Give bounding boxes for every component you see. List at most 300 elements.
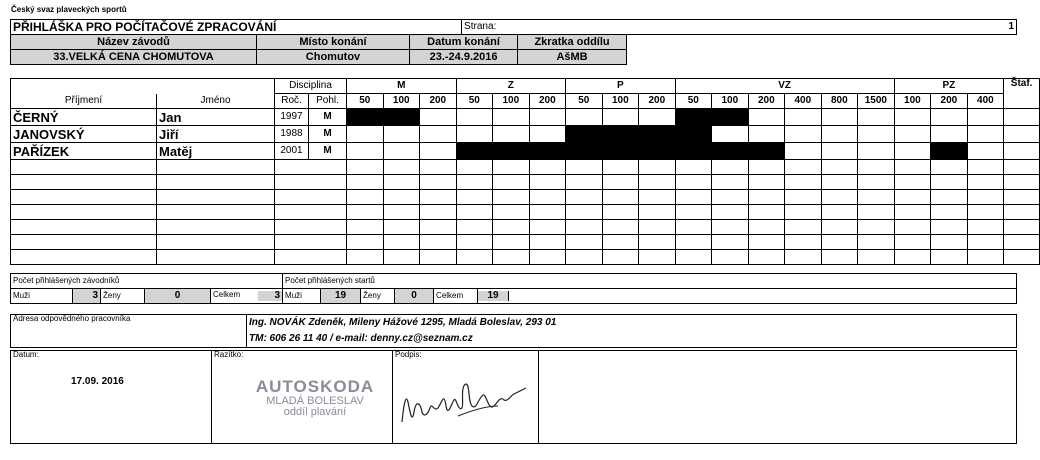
empty-entry-cell xyxy=(894,220,931,235)
empty-entry-cell xyxy=(493,175,530,190)
entry-cell-filled xyxy=(712,109,749,126)
empty-entry-cell xyxy=(1004,160,1040,175)
handwritten-signature xyxy=(398,372,533,437)
empty-entry-cell xyxy=(821,220,858,235)
empty-first-name-cell xyxy=(157,205,275,220)
empty-entry-cell xyxy=(821,175,858,190)
stamp-line-1: AUTOSKODA xyxy=(255,377,375,396)
empty-entry-cell xyxy=(493,250,530,265)
empty-entry-cell xyxy=(894,175,931,190)
entry-cell-empty xyxy=(383,126,420,143)
empty-entry-cell xyxy=(748,160,785,175)
empty-year-cell xyxy=(275,235,347,250)
swimmer-year: 1997 xyxy=(275,109,309,126)
entry-cell-empty xyxy=(566,109,603,126)
empty-entry-cell xyxy=(785,250,822,265)
empty-entry-cell xyxy=(931,190,968,205)
empty-entry-cell xyxy=(493,190,530,205)
empty-row xyxy=(11,235,1040,250)
empty-entry-cell xyxy=(931,250,968,265)
entry-cell-empty xyxy=(602,109,639,126)
empty-entry-cell xyxy=(639,190,676,205)
empty-year-cell xyxy=(275,220,347,235)
organization-name: Český svaz plaveckých sportů xyxy=(11,5,127,14)
starts-men-label: Muži xyxy=(283,289,321,304)
distance-header: 100 xyxy=(383,94,420,109)
entrants-men-count: 3 xyxy=(73,289,101,304)
empty-entry-cell xyxy=(383,190,420,205)
empty-entry-cell xyxy=(602,235,639,250)
empty-entry-cell xyxy=(566,190,603,205)
empty-entry-cell xyxy=(1004,220,1040,235)
stroke-header-z: Z xyxy=(456,79,566,94)
stroke-header-p: P xyxy=(566,79,676,94)
empty-entry-cell xyxy=(602,175,639,190)
empty-entry-cell xyxy=(383,160,420,175)
entry-cell-filled xyxy=(639,126,676,143)
empty-entry-cell xyxy=(712,250,749,265)
empty-entry-cell xyxy=(456,190,493,205)
entry-cell-empty xyxy=(821,126,858,143)
swimmer-row xyxy=(11,143,1040,160)
empty-entry-cell xyxy=(639,220,676,235)
empty-entry-cell xyxy=(858,175,895,190)
empty-entry-cell xyxy=(566,160,603,175)
entry-cell-empty xyxy=(858,109,895,126)
empty-entry-cell xyxy=(785,160,822,175)
empty-first-name-cell xyxy=(157,250,275,265)
stroke-header-vz: VZ xyxy=(675,79,894,94)
sex-header: Pohl. xyxy=(309,94,347,109)
entry-cell-empty xyxy=(456,109,493,126)
entry-cell-empty xyxy=(1004,109,1040,126)
empty-entry-cell xyxy=(456,205,493,220)
distance-header: 100 xyxy=(712,94,749,109)
entry-cell-empty xyxy=(931,126,968,143)
empty-first-name-cell xyxy=(157,190,275,205)
empty-entry-cell xyxy=(456,250,493,265)
empty-entry-cell xyxy=(493,205,530,220)
empty-entry-cell xyxy=(347,190,384,205)
entry-cell-empty xyxy=(493,109,530,126)
empty-entry-cell xyxy=(602,190,639,205)
empty-entry-cell xyxy=(347,205,384,220)
swimmer-sex: M xyxy=(309,143,347,160)
entrants-women-label: Ženy xyxy=(101,289,145,304)
empty-entry-cell xyxy=(493,220,530,235)
empty-entry-cell xyxy=(529,160,566,175)
empty-entry-cell xyxy=(894,160,931,175)
empty-entry-cell xyxy=(712,235,749,250)
venue-value: Chomutov xyxy=(257,50,410,65)
empty-entry-cell xyxy=(1004,235,1040,250)
distance-header: 1500 xyxy=(858,94,895,109)
empty-entry-cell xyxy=(529,220,566,235)
entry-cell-empty xyxy=(639,109,676,126)
entry-cell-filled xyxy=(675,143,712,160)
page-label: Strana: xyxy=(462,20,627,35)
entry-cell-empty xyxy=(967,126,1004,143)
empty-entry-cell xyxy=(639,250,676,265)
empty-entry-cell xyxy=(347,250,384,265)
entrants-count-label: Počet přihlášených závodníků xyxy=(11,274,283,289)
empty-entry-cell xyxy=(1004,250,1040,265)
contact-table xyxy=(10,314,1017,348)
empty-entry-cell xyxy=(529,190,566,205)
club-stamp xyxy=(245,378,385,419)
entry-cell-empty xyxy=(529,109,566,126)
empty-entry-cell xyxy=(748,175,785,190)
entry-cell-empty xyxy=(712,126,749,143)
empty-entry-cell xyxy=(894,205,931,220)
empty-entry-cell xyxy=(967,250,1004,265)
empty-entry-cell xyxy=(858,205,895,220)
entrants-women-count: 0 xyxy=(145,289,211,304)
distance-header: 200 xyxy=(529,94,566,109)
date-label: Datum: xyxy=(13,350,39,359)
empty-entry-cell xyxy=(420,160,457,175)
swimmer-first-name: Jiří xyxy=(157,126,275,143)
empty-surname-cell xyxy=(11,190,157,205)
distance-header: 200 xyxy=(931,94,968,109)
form-header-table xyxy=(10,19,1017,65)
empty-first-name-cell xyxy=(157,160,275,175)
form-title: PŘIHLÁŠKA PRO POČÍTAČOVÉ ZPRACOVÁNÍ xyxy=(11,20,462,35)
empty-row xyxy=(11,220,1040,235)
empty-entry-cell xyxy=(420,175,457,190)
starts-total-count: 19 xyxy=(478,291,509,301)
empty-entry-cell xyxy=(821,160,858,175)
starts-total-label: Celkem xyxy=(434,289,478,304)
empty-entry-cell xyxy=(639,175,676,190)
entry-cell-empty xyxy=(347,126,384,143)
surname-header: Příjmení xyxy=(11,94,157,109)
empty-entry-cell xyxy=(1004,190,1040,205)
stamp-line-2: MLADÁ BOLESLAV xyxy=(266,394,364,407)
empty-entry-cell xyxy=(712,160,749,175)
stroke-header-pz: PZ xyxy=(894,79,1004,94)
swimmer-year: 1988 xyxy=(275,126,309,143)
empty-entry-cell xyxy=(529,250,566,265)
distance-header: 50 xyxy=(675,94,712,109)
entry-cell-empty xyxy=(894,126,931,143)
club-value: AšMB xyxy=(518,50,627,65)
empty-entry-cell xyxy=(675,250,712,265)
empty-entry-cell xyxy=(602,250,639,265)
empty-entry-cell xyxy=(931,160,968,175)
entry-cell-filled xyxy=(602,126,639,143)
distance-header: 100 xyxy=(493,94,530,109)
empty-entry-cell xyxy=(675,190,712,205)
entry-cell-empty xyxy=(894,109,931,126)
empty-entry-cell xyxy=(675,160,712,175)
date-value: 17.09. 2016 xyxy=(71,376,124,387)
swimmer-sex: M xyxy=(309,109,347,126)
distance-header: 50 xyxy=(456,94,493,109)
empty-entry-cell xyxy=(785,205,822,220)
empty-entry-cell xyxy=(383,235,420,250)
distance-header: 200 xyxy=(420,94,457,109)
page-number: 1 xyxy=(627,20,1017,35)
empty-year-cell xyxy=(275,175,347,190)
distance-header: 400 xyxy=(967,94,1004,109)
empty-entry-cell xyxy=(748,220,785,235)
distance-header: 50 xyxy=(566,94,603,109)
discipline-header: Disciplina xyxy=(275,79,347,94)
empty-entry-cell xyxy=(639,205,676,220)
empty-entry-cell xyxy=(748,250,785,265)
empty-entry-cell xyxy=(347,235,384,250)
stamp-line-3: oddíl plavání xyxy=(283,406,347,419)
empty-entry-cell xyxy=(967,175,1004,190)
empty-year-cell xyxy=(275,190,347,205)
swimmer-row xyxy=(11,109,1040,126)
entry-cell-empty xyxy=(785,143,822,160)
empty-surname-cell xyxy=(11,235,157,250)
empty-entry-cell xyxy=(566,235,603,250)
entrants-total-label: Celkem xyxy=(213,290,241,299)
empty-entry-cell xyxy=(383,220,420,235)
date-value: 23.-24.9.2016 xyxy=(410,50,518,65)
entrants-men-label: Muži xyxy=(11,289,73,304)
entry-cell-empty xyxy=(858,143,895,160)
empty-entry-cell xyxy=(420,220,457,235)
first-name-header: Jméno xyxy=(157,94,275,109)
empty-entry-cell xyxy=(712,220,749,235)
empty-entry-cell xyxy=(785,220,822,235)
empty-entry-cell xyxy=(931,220,968,235)
empty-entry-cell xyxy=(383,250,420,265)
empty-entry-cell xyxy=(566,175,603,190)
empty-entry-cell xyxy=(456,220,493,235)
entry-cell-empty xyxy=(748,126,785,143)
swimmer-sex: M xyxy=(309,126,347,143)
empty-entry-cell xyxy=(712,175,749,190)
date-field xyxy=(11,351,212,444)
empty-entry-cell xyxy=(931,175,968,190)
empty-entry-cell xyxy=(675,220,712,235)
distance-header: 100 xyxy=(894,94,931,109)
empty-entry-cell xyxy=(858,190,895,205)
entry-cell-empty xyxy=(858,126,895,143)
entry-cell-filled xyxy=(456,143,493,160)
empty-entry-cell xyxy=(858,220,895,235)
entry-cell-empty xyxy=(931,109,968,126)
entry-cell-filled xyxy=(529,143,566,160)
empty-entry-cell xyxy=(1004,205,1040,220)
empty-entry-cell xyxy=(894,250,931,265)
empty-entry-cell xyxy=(566,250,603,265)
race-name-header: Název závodů xyxy=(11,35,257,50)
entries-table xyxy=(10,78,1040,265)
empty-surname-cell xyxy=(11,250,157,265)
empty-entry-cell xyxy=(456,235,493,250)
distance-header: 400 xyxy=(785,94,822,109)
empty-entry-cell xyxy=(967,220,1004,235)
starts-men-count: 19 xyxy=(321,289,361,304)
empty-entry-cell xyxy=(785,235,822,250)
empty-year-cell xyxy=(275,250,347,265)
empty-entry-cell xyxy=(529,175,566,190)
empty-entry-cell xyxy=(967,190,1004,205)
empty-surname-cell xyxy=(11,160,157,175)
contact-address: Ing. NOVÁK Zdeněk, Mileny Hážové 1295, Mladá Boleslav, 293 01 xyxy=(247,315,1017,332)
entry-cell-filled xyxy=(493,143,530,160)
entry-cell-empty xyxy=(493,126,530,143)
empty-entry-cell xyxy=(420,235,457,250)
empty-entry-cell xyxy=(931,205,968,220)
entry-cell-filled xyxy=(566,126,603,143)
empty-entry-cell xyxy=(639,235,676,250)
empty-entry-cell xyxy=(493,235,530,250)
entry-cell-empty xyxy=(420,109,457,126)
entry-cell-empty xyxy=(785,109,822,126)
entry-cell-empty xyxy=(347,143,384,160)
entry-cell-empty xyxy=(967,143,1004,160)
relay-header: Štaf. xyxy=(1004,79,1040,109)
empty-first-name-cell xyxy=(157,220,275,235)
entry-cell-empty xyxy=(821,143,858,160)
empty-entry-cell xyxy=(748,235,785,250)
empty-entry-cell xyxy=(931,235,968,250)
empty-entry-cell xyxy=(858,250,895,265)
date-header: Datum konání xyxy=(410,35,518,50)
signature-label: Podpis: xyxy=(395,350,422,359)
empty-first-name-cell xyxy=(157,235,275,250)
swimmer-row xyxy=(11,126,1040,143)
empty-entry-cell xyxy=(602,220,639,235)
empty-entry-cell xyxy=(967,205,1004,220)
empty-year-cell xyxy=(275,160,347,175)
race-name-value: 33.VELKÁ CENA CHOMUTOVA xyxy=(11,50,257,65)
stamp-label: Razítko: xyxy=(214,350,244,359)
empty-entry-cell xyxy=(894,235,931,250)
empty-entry-cell xyxy=(894,190,931,205)
empty-entry-cell xyxy=(383,175,420,190)
empty-entry-cell xyxy=(675,205,712,220)
empty-entry-cell xyxy=(1004,175,1040,190)
entry-cell-empty xyxy=(456,126,493,143)
entrants-total-count: 3 xyxy=(258,291,282,301)
empty-year-cell xyxy=(275,205,347,220)
starts-count-label: Počet přihlášených startů xyxy=(283,274,1017,289)
empty-row xyxy=(11,190,1040,205)
entry-cell-empty xyxy=(420,126,457,143)
entry-cell-empty xyxy=(1004,143,1040,160)
entry-cell-filled xyxy=(748,143,785,160)
distance-header: 200 xyxy=(639,94,676,109)
empty-row xyxy=(11,250,1040,265)
entry-cell-filled xyxy=(675,109,712,126)
empty-row xyxy=(11,160,1040,175)
stroke-header-m: M xyxy=(347,79,457,94)
distance-header: 50 xyxy=(347,94,384,109)
entry-cell-filled xyxy=(675,126,712,143)
empty-entry-cell xyxy=(347,220,384,235)
club-header: Zkratka oddílu xyxy=(518,35,627,50)
empty-entry-cell xyxy=(967,235,1004,250)
entry-cell-empty xyxy=(383,143,420,160)
entry-cell-empty xyxy=(420,143,457,160)
swimmer-year: 2001 xyxy=(275,143,309,160)
swimmer-surname: ČERNÝ xyxy=(11,109,157,126)
entry-cell-filled xyxy=(566,143,603,160)
entry-cell-empty xyxy=(748,109,785,126)
empty-entry-cell xyxy=(383,205,420,220)
empty-entry-cell xyxy=(821,250,858,265)
entry-cell-empty xyxy=(821,109,858,126)
entry-cell-empty xyxy=(1004,126,1040,143)
counts-table xyxy=(10,273,1017,304)
year-header: Roč. xyxy=(275,94,309,109)
empty-entry-cell xyxy=(712,190,749,205)
empty-entry-cell xyxy=(420,190,457,205)
empty-entry-cell xyxy=(639,160,676,175)
empty-entry-cell xyxy=(858,235,895,250)
empty-entry-cell xyxy=(602,205,639,220)
empty-entry-cell xyxy=(675,175,712,190)
empty-entry-cell xyxy=(858,160,895,175)
empty-entry-cell xyxy=(347,160,384,175)
entry-cell-filled xyxy=(347,109,384,126)
swimmer-surname: JANOVSKÝ xyxy=(11,126,157,143)
empty-entry-cell xyxy=(675,235,712,250)
empty-row xyxy=(11,205,1040,220)
empty-row xyxy=(11,175,1040,190)
entry-cell-filled xyxy=(602,143,639,160)
venue-header: Místo konání xyxy=(257,35,410,50)
swimmer-surname: PAŘÍZEK xyxy=(11,143,157,160)
swimmer-first-name: Jan xyxy=(157,109,275,126)
empty-entry-cell xyxy=(712,205,749,220)
starts-women-label: Ženy xyxy=(361,289,395,304)
empty-entry-cell xyxy=(529,235,566,250)
empty-entry-cell xyxy=(420,205,457,220)
empty-entry-cell xyxy=(748,205,785,220)
swimmer-first-name: Matěj xyxy=(157,143,275,160)
entry-cell-empty xyxy=(967,109,1004,126)
empty-entry-cell xyxy=(785,175,822,190)
empty-entry-cell xyxy=(566,220,603,235)
entry-cell-empty xyxy=(894,143,931,160)
empty-entry-cell xyxy=(529,205,566,220)
empty-entry-cell xyxy=(602,160,639,175)
empty-entry-cell xyxy=(566,205,603,220)
empty-entry-cell xyxy=(821,190,858,205)
empty-surname-cell xyxy=(11,205,157,220)
distance-header: 100 xyxy=(602,94,639,109)
entry-cell-filled xyxy=(931,143,968,160)
distance-header: 800 xyxy=(821,94,858,109)
empty-entry-cell xyxy=(420,250,457,265)
empty-entry-cell xyxy=(493,160,530,175)
empty-first-name-cell xyxy=(157,175,275,190)
empty-entry-cell xyxy=(456,175,493,190)
empty-entry-cell xyxy=(748,190,785,205)
entry-cell-filled xyxy=(639,143,676,160)
empty-entry-cell xyxy=(456,160,493,175)
empty-entry-cell xyxy=(821,235,858,250)
empty-surname-cell xyxy=(11,175,157,190)
empty-entry-cell xyxy=(785,190,822,205)
distance-header: 200 xyxy=(748,94,785,109)
contact-phone-email: TM: 606 26 11 40 / e-mail: denny.cz@seznam.cz xyxy=(247,331,1017,348)
entry-cell-empty xyxy=(529,126,566,143)
empty-surname-cell xyxy=(11,220,157,235)
surname-header-top xyxy=(11,79,275,94)
entry-cell-empty xyxy=(785,126,822,143)
entry-cell-filled xyxy=(712,143,749,160)
